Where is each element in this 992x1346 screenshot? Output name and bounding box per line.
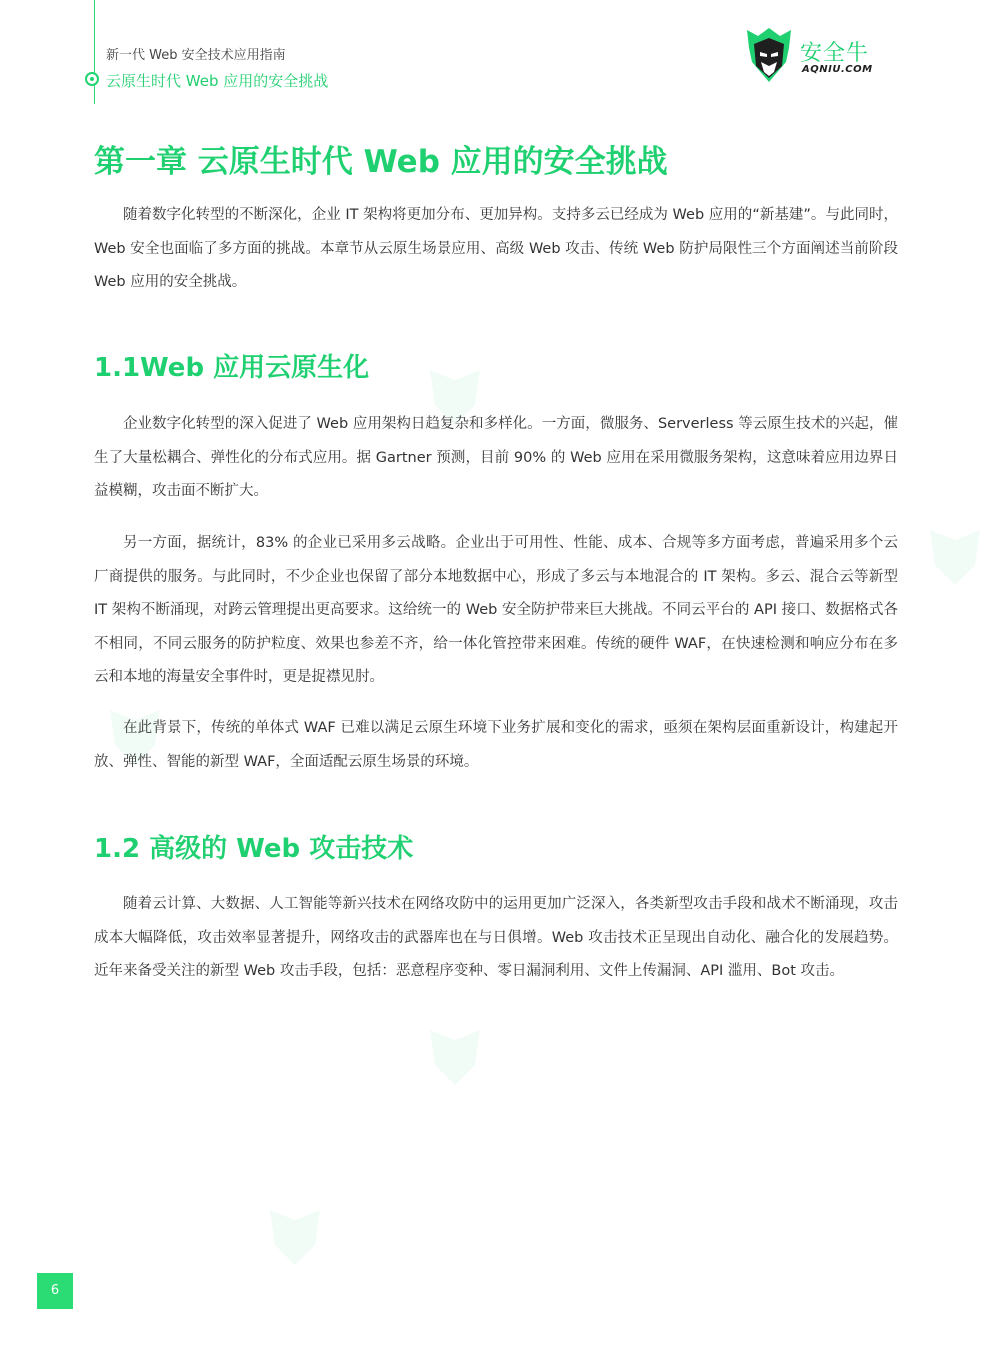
section-bullet-icon [85, 72, 99, 86]
aqniu-helmet-icon [744, 26, 794, 84]
header-doc-title: 新一代 Web 安全技术应用指南 [106, 48, 286, 63]
section-1-1-paragraph-3: 在此背景下，传统的单体式 WAF 已难以满足云原生环境下业务扩展和变化的需求，亟须在架构层面重新设计，构建起开放、弹性、智能的新型 WAF，全面适配云原生场景的环境。 [94, 720, 898, 770]
watermark-logo-icon [420, 1020, 490, 1090]
header-section-title: 云原生时代 Web 应用的安全挑战 [106, 72, 329, 90]
watermark-logo-icon [920, 520, 990, 590]
page-number: 6 [37, 1273, 73, 1309]
aqniu-logo [744, 26, 884, 84]
chapter-title: 第一章 云原生时代 Web 应用的安全挑战 [94, 144, 668, 180]
logo-english-text: AQNIU.COM [802, 64, 873, 75]
watermark-logo-icon [260, 1200, 330, 1270]
section-title-1-2: 1.2 高级的 Web 攻击技术 [94, 834, 414, 864]
section-title-1-1: 1.1Web 应用云原生化 [94, 353, 370, 383]
section-1-1-paragraph-2: 另一方面，据统计，83% 的企业已采用多云战略。企业出于可用性、性能、成本、合规等多方面考虑，普遍采用多个云厂商提供的服务。与此同时，不少企业也保留了部分本地数据中心，形成了多云与本地混合的 IT 架构。多云、混合云等新型 IT 架构不断涌现，对跨云管理提出更高要求。这给统一的 Web 安全防护带来巨大挑战。不同云平台的 API 接口、数据格式各不相同，不同云服务的防护粒度、效果也参差不齐，给一体化管控带来困难。传统的硬件 WAF，在快速检测和响应分布在多云和本地的海量安全事件时，更是捉襟见肘。 [94, 535, 898, 685]
section-1-1-paragraph-1: 企业数字化转型的深入促进了 Web 应用架构日趋复杂和多样化。一方面，微服务、Serverless 等云原生技术的兴起，催生了大量松耦合、弹性化的分布式应用。据 Gartner 预测，目前 90% 的 Web 应用在采用微服务架构，这意味着应用边界日益模糊，攻击面不断扩大。 [94, 416, 898, 499]
chapter-intro-paragraph: 随着数字化转型的不断深化，企业 IT 架构将更加分布、更加异构。支持多云已经成为 Web 应用的“新基建”。与此同时，Web 安全也面临了多方面的挑战。本章节从云原生场景应用、高级 Web 攻击、传统 Web 防护局限性三个方面阐述当前阶段 Web 应用的安全挑战。 [94, 207, 898, 290]
section-1-2-paragraph-1: 随着云计算、大数据、人工智能等新兴技术在网络攻防中的运用更加广泛深入，各类新型攻击手段和战术不断涌现，攻击成本大幅降低，攻击效率显著提升，网络攻击的武器库也在与日俱增。Web 攻击技术正呈现出自动化、融合化的发展趋势。近年来备受关注的新型 Web 攻击手段，包括：恶意程序变种、零日漏洞利用、文件上传漏洞、API 滥用、Bot 攻击。 [94, 896, 898, 979]
header-side-line [94, 0, 95, 104]
logo-chinese-text: 安全牛 [800, 41, 870, 66]
